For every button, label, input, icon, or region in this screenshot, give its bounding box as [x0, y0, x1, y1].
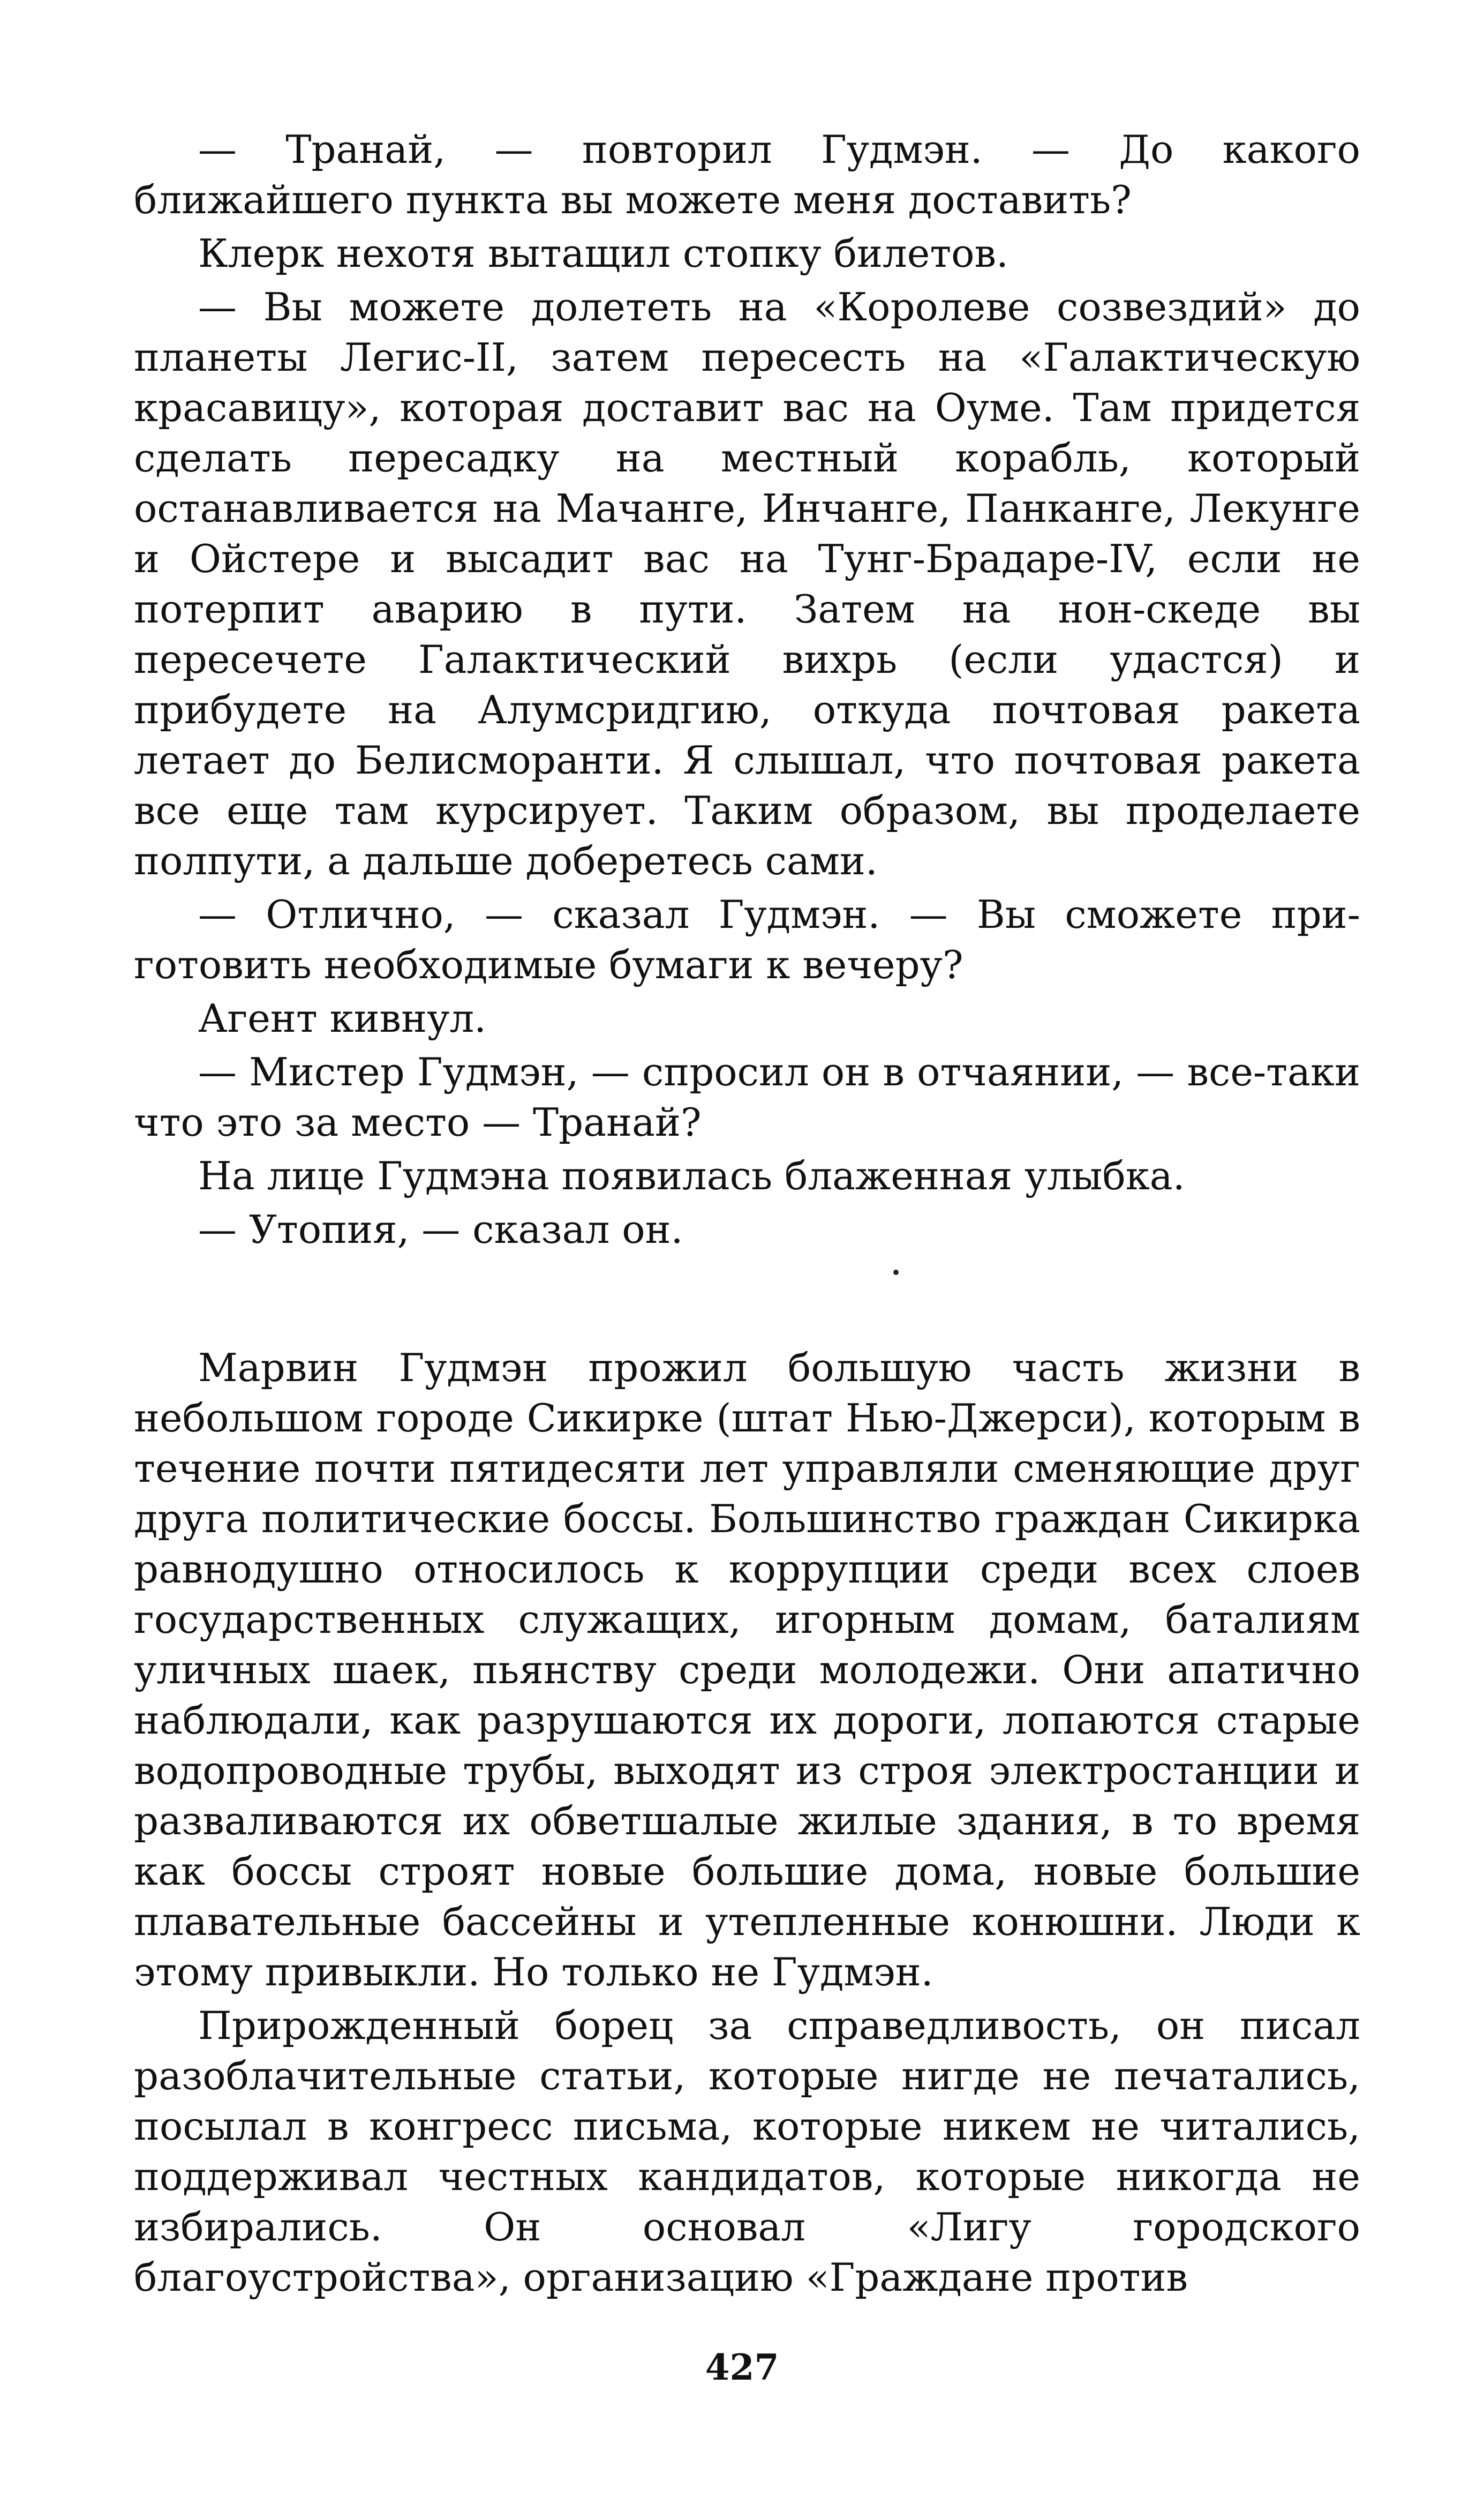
dialogue-paragraph-8: — Утопия, — сказал он.: [198, 1207, 683, 1252]
dialogue-paragraph-5: Агент кивнул.: [198, 996, 487, 1041]
dialogue-paragraph-7: На лице Гудмэна появилась блаженная улыбка.: [198, 1153, 1185, 1198]
section-break-dot: [893, 1270, 899, 1275]
dialogue-paragraph-2: Клерк нехотя вытащил стопку билетов.: [198, 231, 1008, 276]
page-number: 427: [705, 2346, 779, 2388]
section-break: [134, 1255, 1360, 1342]
dialogue-paragraph-3: — Вы можете долететь на «Королеве созвездий» до планеты Легис-II, затем пересесть на «Галактическую красавицу», которая доставит вас на Оуме. Там придется сделать пересадку на местный корабль, который останавливается на Мачанге, Инчанге, Панканге, Лекунге и Ойстере и высадит вас на Тунг-Брадаре-IV, если не потерпит аварию в пути. Затем на нон-скеде вы пересечете Галактический вихрь (если удастся) и прибудете на Алумсридгию, откуда почтовая ракета летает до Белисморанти. Я слышал, что почтовая ракета все еще там курсирует. Таким образом, вы проделаете полпути, а дальше доберетесь сами.: [134, 284, 1360, 883]
dialogue-paragraph-4: — Отлично, — сказал Гудмэн. — Вы сможете приготовить необходимые бумаги к вечеру?: [134, 892, 1360, 987]
narrative-paragraph-1: Марвин Гудмэн прожил большую часть жизни в небольшом городе Сикирке (штат Нью-Джерси), которым в течение почти пятидесяти лет управляли сменяющие друг друга политические боссы. Большинство граждан Сикирка равнодушно относилось к коррупции среди всех слоев государственных служащих, игорным домам, баталиям уличных шаек, пьянству среди молодежи. Они апатично наблюдали, как разрушаются их дороги, лопаются старые водопроводные трубы, выходят из строя электростанции и разваливаются их обветшалые жилые здания, в то время как боссы строят новые большие дома, новые большие плавательные бассейны и утепленные конюшни. Люди к этому привыкли. Но только не Гудмэн.: [134, 1345, 1360, 1994]
dialogue-paragraph-1: — Транай, — повторил Гудмэн. — До какого ближайшего пункта вы можете меня доставить?: [134, 127, 1360, 222]
narrative-paragraph-2: Прирожденный борец за справедливость, он писал разоблачительные статьи, которые нигде не печатались, посылал в конгресс письма, которые никем не читались, поддерживал честных кандидатов, которые никогда не избирались. Он основал «Лигу городского благоустройства», организацию «Граждане против: [134, 2003, 1360, 2300]
text-column: [134, 124, 1360, 2302]
dialogue-paragraph-6: — Мистер Гудмэн, — спросил он в отчаянии, — все-таки что это за место — Транай?: [134, 1049, 1360, 1145]
